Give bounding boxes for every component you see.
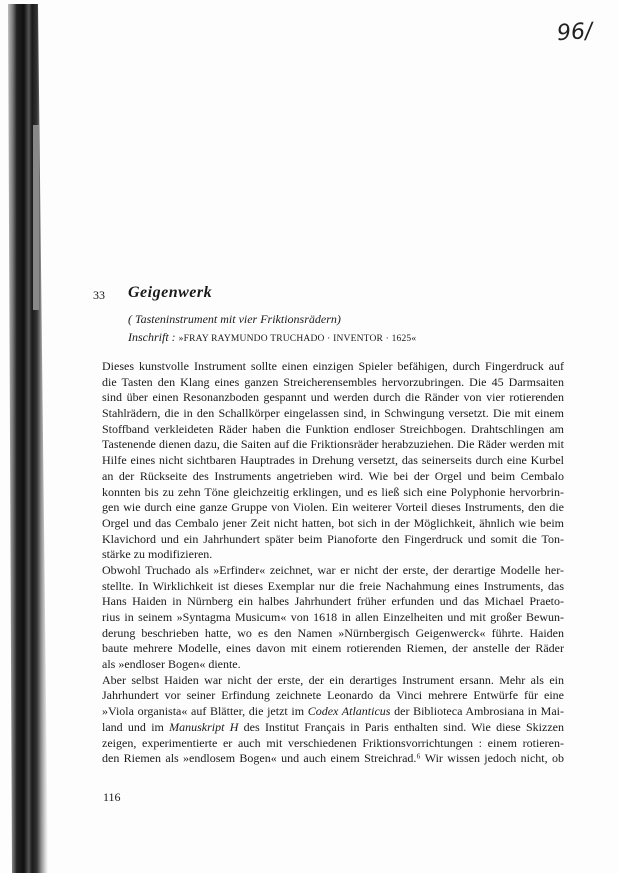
text-line <box>102 375 564 391</box>
text-segment: die Tasten den Klang eines ganzen Streicherensembles hervorzubringen. Die 45 Darmsaiten <box>102 374 564 389</box>
text-line <box>102 532 564 548</box>
text-segment: Orgel und das Cembalo jener Zeit nicht hatten, bot sich in der Möglichkeit, ähnlich wie beim <box>102 515 564 530</box>
text-segment: zeigen, experimentierte er auch mit verschiedenen Friktionsvorrichtungen : einem rotieren- <box>102 735 564 750</box>
text-segment: Obwohl Truchado als »Erfinder« zeichnet, war er nicht der erste, der derartige Modelle her- <box>102 562 564 577</box>
text-segment: den Riemen als »endlosem Bogen« und auch einem Streichrad.⁶ Wir wissen jedoch nicht, ob <box>102 751 564 766</box>
text-segment: Hilfe eines nicht sichtbaren Hauptrades in Drehung versetzt, das seinerseits durch eine Kurbel <box>102 453 564 468</box>
text-line <box>102 547 564 563</box>
inscription-label: Inschrift : <box>128 330 179 344</box>
text-line <box>102 437 564 453</box>
text-segment: Dieses kunstvolle Instrument sollte einen einzigen Spieler befähigen, durch Fingerdruck auf <box>102 359 564 373</box>
text-segment: gen wie durch eine ganze Gruppe von Violen. Ein weiterer Vorteil dieses Instruments, den die <box>102 500 564 515</box>
text-line <box>102 688 564 704</box>
text-line <box>102 720 564 736</box>
text-line <box>102 579 564 595</box>
text-line <box>102 641 564 657</box>
text-segment: Klavichord und ein Jahrhundert später beim Pianoforte den Fingerdruck und somit die Ton- <box>102 531 564 546</box>
body-text <box>102 359 564 767</box>
entry-title: Geigenwerk <box>128 284 213 301</box>
text-line <box>102 610 564 626</box>
text-line <box>102 469 564 485</box>
text-line <box>102 736 564 752</box>
text-line <box>102 406 564 422</box>
text-line <box>102 657 564 673</box>
text-segment: derung beschrieben hatte, wo es den Namen »Nürnbergisch Geigenwerck« führte. Haiden <box>102 625 564 640</box>
text-segment: baute mehrere Modelle, eines davon mit einem rotierenden Riemen, der anstelle der Räder <box>102 641 564 656</box>
text-segment: als »endloser Bogen« diente. <box>102 657 241 672</box>
text-line <box>102 422 564 438</box>
text-segment: konnten bis zu zehn Töne gleichzeitig erklingen, und es ließ sich eine Polyphonie hervorbrin- <box>102 484 564 499</box>
text-segment: Jahrhundert vor seiner Erfindung zeichnete Leonardo da Vinci mehrere Entwürfe für eine <box>102 688 564 703</box>
text-segment: land und im <box>102 719 170 734</box>
text-line <box>102 594 564 610</box>
text-segment: stärke zu modifizieren. <box>102 547 213 562</box>
italic-title: Codex Atlanticus <box>307 704 391 719</box>
text-segment: stellte. In Wirklichkeit ist dieses Exemplar nur die freie Nachahmung eines Instruments, das <box>102 578 564 593</box>
text-segment: Stoffband verkleideten Räder haben die Funktion endloser Streichbogen. Drahtschlingen am <box>102 421 564 436</box>
book-binding-shadow <box>8 4 48 873</box>
text-segment: sind über einen Resonanzboden gespannt und werden durch die Ränder von vier rotierenden <box>102 390 564 405</box>
text-line <box>102 704 564 720</box>
text-line <box>102 626 564 642</box>
text-segment: »Viola organista« auf Blätter, die jetzt im <box>102 704 308 719</box>
text-segment: Stahlrädern, die in den Schallkörper eingelassen sind, in Schwingung versetzt. Die mit einem <box>102 406 564 421</box>
text-segment: rius in seinem »Syntagma Musicum« von 1618 in allen Einzelheiten und mit großer Bewun- <box>102 610 564 624</box>
text-line <box>102 390 564 406</box>
text-segment: Tastenende dienen dazu, die Saiten auf die Friktionsräder herabzuziehen. Die Räder werden mit <box>102 437 564 452</box>
binding-strip <box>33 125 39 310</box>
inscription-value: »FRAY RAYMUNDO TRUCHADO · INVENTOR · 1625« <box>178 334 417 344</box>
text-line <box>102 485 564 501</box>
entry-subtitle: ( Tasteninstrument mit vier Friktionsrädern) <box>128 312 341 326</box>
text-line <box>102 563 564 579</box>
text-line <box>102 516 564 532</box>
entry-number: 33 <box>93 288 105 302</box>
text-segment: Hans Haiden in Nürnberg ein halbes Jahrhundert früher erfunden und das Michael Praeto- <box>102 594 564 609</box>
text-segment: der Biblioteca Ambrosiana in Mai- <box>390 704 564 719</box>
page-number: 116 <box>103 790 121 804</box>
text-line <box>102 751 564 767</box>
text-segment: an der Rückseite des Instruments angetrieben wird. Wie bei der Orgel und beim Cembalo <box>102 468 564 483</box>
text-line <box>102 453 564 469</box>
text-segment: Aber selbst Haiden war nicht der erste, der ein derartiges Instrument ersann. Mehr als ein <box>102 672 564 687</box>
text-line <box>102 673 564 689</box>
entry-inscription <box>128 330 416 345</box>
handwritten-note: 96/ <box>556 18 594 47</box>
text-line <box>102 359 564 375</box>
text-line <box>102 500 564 516</box>
italic-title: Manuskript H <box>169 719 239 734</box>
text-segment: des Institut Français in Paris enthalten sind. Wie diese Skizzen <box>238 719 564 734</box>
